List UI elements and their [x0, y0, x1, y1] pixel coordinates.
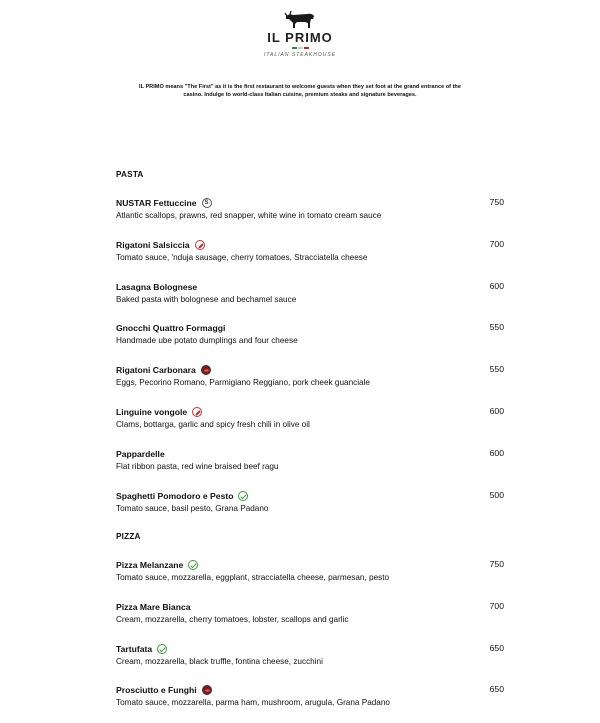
menu-item-name: Pappardelle [116, 449, 165, 459]
section-heading: PIZZA [116, 532, 141, 541]
menu-item-price: 600 [489, 281, 504, 291]
menu-item [116, 239, 506, 262]
menu-item-title [116, 601, 506, 613]
menu-item-description: Cream, mozzarella, black truffle, fontina cheese, zucchini [116, 657, 323, 666]
menu-item-name: Rigatoni Salsiccia [116, 240, 190, 250]
menu-item-price: 550 [489, 364, 504, 374]
menu-item [116, 601, 506, 624]
menu-item-name: Pizza Mare Bianca [116, 602, 191, 612]
menu-item-description: Tomato sauce, mozzarella, eggplant, stracciatella cheese, parmesan, pesto [116, 573, 390, 582]
vegetarian-icon [157, 644, 167, 654]
menu-item-title [116, 643, 506, 655]
menu-item-title [116, 448, 506, 460]
menu-item-name: Pizza Melanzane [116, 560, 184, 570]
flag-white [298, 47, 303, 49]
intro-text: IL PRIMO means "The First" as it is the first restaurant to welcome guests when they set foot at the grand entrance of the casino. Indulge to world-class Italian cuisine, premium steaks and signature beverages. [139, 84, 461, 98]
menu-item-description: Cream, mozzarella, cherry tomatoes, lobster, scallops and garlic [116, 615, 349, 624]
menu-item-name: Lasagna Bolognese [116, 282, 198, 292]
section-heading: PASTA [116, 170, 144, 179]
menu-item-description: Atlantic scallops, prawns, red snapper, white wine in tomato cream sauce [116, 211, 382, 220]
menu-item-price: 500 [489, 490, 504, 500]
menu-item-price: 700 [489, 239, 504, 249]
menu-item-price: 650 [489, 643, 504, 653]
menu-item-title [116, 364, 506, 376]
menu-item-name: Linguine vongole [116, 407, 188, 417]
menu-item-title [116, 490, 506, 502]
pork-icon [201, 365, 211, 375]
vegetarian-icon [238, 491, 248, 501]
menu-item-title [116, 197, 506, 209]
bull-icon [283, 8, 317, 30]
menu-item [116, 643, 506, 666]
flag-green [292, 47, 297, 49]
sustainable-icon: S [202, 198, 212, 208]
menu-item-title [116, 684, 506, 696]
spicy-icon [192, 407, 202, 417]
menu-item-description: Tomato sauce, 'nduja sausage, cherry tomatoes, Stracciatella cheese [116, 253, 368, 262]
flag-red [304, 47, 309, 49]
menu-item-description: Clams, bottarga, garlic and spicy fresh chili in olive oil [116, 420, 310, 429]
menu-item-price: 750 [489, 559, 504, 569]
spicy-icon [195, 240, 205, 250]
menu-item-title [116, 559, 506, 571]
menu-item-description: Handmade ube potato dumplings and four cheese [116, 336, 298, 345]
restaurant-logo [0, 8, 600, 58]
menu-item [116, 406, 506, 429]
menu-item [116, 364, 506, 387]
vegetarian-icon [188, 560, 198, 570]
menu-item-price: 750 [489, 197, 504, 207]
menu-item [116, 448, 506, 471]
menu-item-name: NUSTAR Fettuccine [116, 198, 197, 208]
menu-item-name: Gnocchi Quattro Formaggi [116, 323, 226, 333]
menu-item-description: Tomato sauce, mozzarella, parma ham, mushroom, arugula, Grana Padano [116, 698, 390, 707]
menu-item-price: 550 [489, 322, 504, 332]
menu-item [116, 281, 506, 304]
menu-item [116, 684, 506, 707]
menu-item-name: Spaghetti Pomodoro e Pesto [116, 491, 234, 501]
logo-wordmark: IL PRIMO [267, 30, 333, 45]
menu-item-title [116, 239, 506, 251]
menu-item [116, 197, 506, 220]
pork-icon [202, 685, 212, 695]
menu-item [116, 490, 506, 513]
menu-item-title [116, 406, 506, 418]
menu-item-name: Rigatoni Carbonara [116, 365, 196, 375]
menu-item-name: Prosciutto e Funghi [116, 685, 197, 695]
menu-item-description: Eggs, Pecorino Romano, Parmigiano Reggiano, pork cheek guanciale [116, 378, 370, 387]
menu-item-price: 600 [489, 406, 504, 416]
menu-item-price: 650 [489, 684, 504, 694]
menu-item [116, 322, 506, 345]
menu-item-description: Flat ribbon pasta, red wine braised beef ragu [116, 462, 279, 471]
menu-item-name: Tartufata [116, 644, 153, 654]
menu-item-title [116, 322, 506, 334]
menu-item-description: Tomato sauce, basil pesto, Grana Padano [116, 504, 269, 513]
menu-item-price: 600 [489, 448, 504, 458]
logo-subtitle: ITALIAN STEAKHOUSE [263, 52, 337, 58]
menu-item-title [116, 281, 506, 293]
menu-item-price: 700 [489, 601, 504, 611]
menu-item-description: Baked pasta with bolognese and bechamel sauce [116, 295, 297, 304]
italian-flag-stripe [0, 47, 600, 49]
menu-item [116, 559, 506, 582]
